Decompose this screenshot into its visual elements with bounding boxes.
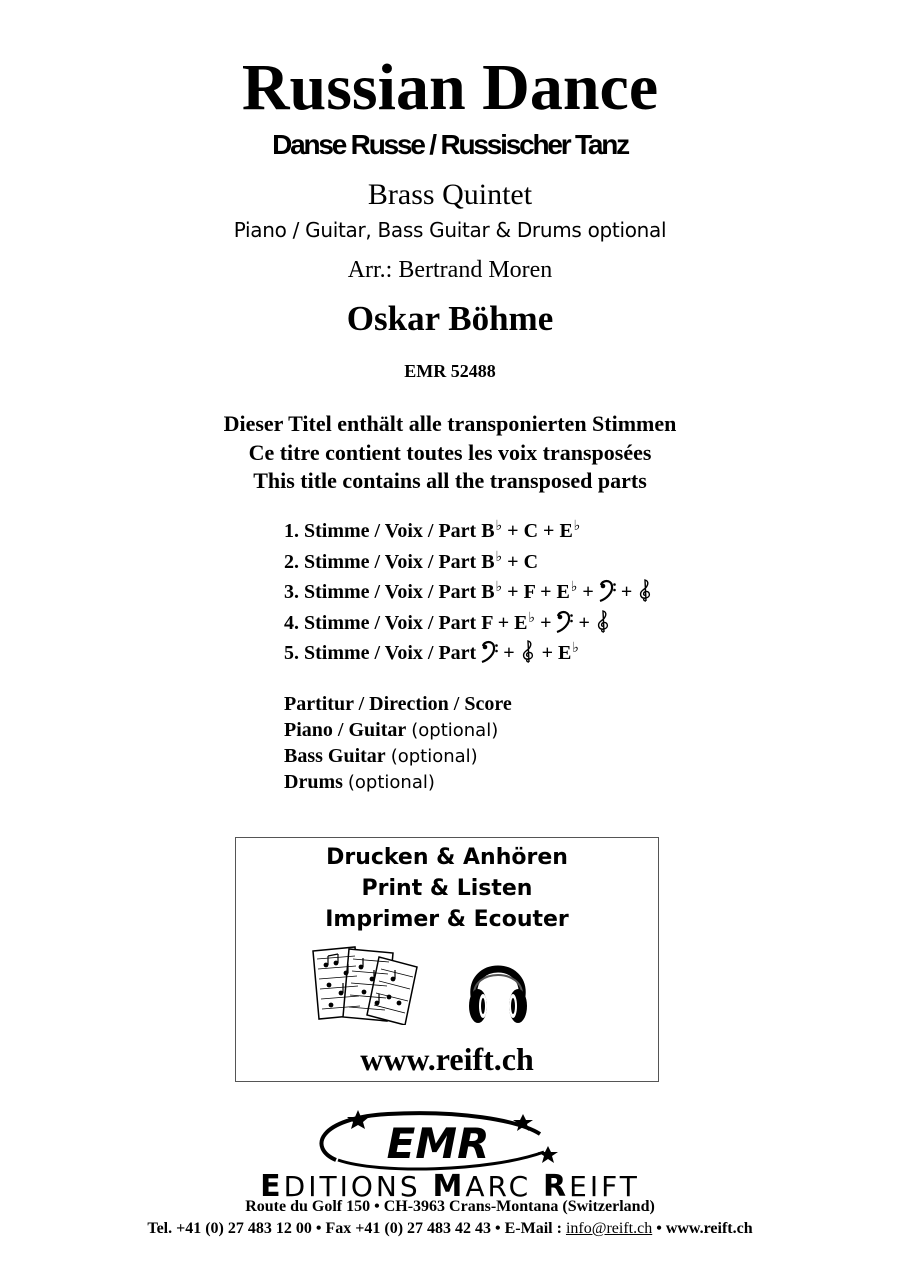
flat-sign: ♭ bbox=[495, 580, 503, 595]
plus-sign: + bbox=[541, 642, 554, 664]
part-line bbox=[284, 512, 654, 543]
instrumentation: Brass Quintet bbox=[367, 178, 533, 211]
optional-instruments: Piano / Guitar, Bass Guitar & Drums optional bbox=[233, 218, 667, 242]
flat-sign: ♭ bbox=[528, 610, 536, 626]
subtitle: Danse Russe / Russischer Tanz bbox=[272, 129, 628, 160]
part-key: C bbox=[523, 550, 539, 573]
treble-clef-icon bbox=[637, 579, 654, 603]
extra-drums bbox=[284, 769, 512, 795]
part-key bbox=[556, 581, 577, 603]
transposed-notice-fr: Ce titre contient toutes les voix transposées bbox=[248, 439, 652, 465]
transposed-notice bbox=[0, 410, 900, 496]
plus-sign: + bbox=[540, 611, 552, 634]
part-label: 5. Stimme / Voix / Part bbox=[284, 642, 477, 664]
part-key: F bbox=[523, 581, 536, 603]
key-letter: B bbox=[481, 520, 495, 542]
plus-sign: + bbox=[497, 611, 510, 634]
extra-score bbox=[284, 691, 512, 717]
transposed-notice-en: This title contains all the transposed parts bbox=[253, 468, 647, 493]
key-letter: E bbox=[556, 581, 570, 603]
part-line bbox=[284, 604, 654, 635]
print-box-url[interactable]: www.reift.ch bbox=[360, 1041, 534, 1077]
key-letter: B bbox=[481, 550, 495, 573]
extra-name: Piano / Guitar bbox=[284, 719, 407, 741]
plus-sign: + bbox=[620, 581, 633, 603]
email-link[interactable]: info@reift.ch bbox=[565, 1220, 653, 1237]
treble-clef-icon bbox=[595, 610, 612, 634]
sheet-music-icon bbox=[309, 945, 419, 1025]
extra-note: (optional) bbox=[411, 720, 499, 741]
plus-sign: + bbox=[507, 550, 519, 573]
key-letter: B bbox=[481, 581, 495, 603]
publisher-name-part: DITIONS bbox=[283, 1170, 433, 1203]
publisher-contact bbox=[0, 1219, 900, 1239]
part-key bbox=[514, 612, 535, 634]
part-label: 2. Stimme / Voix / Part bbox=[284, 550, 477, 573]
flat-sign: ♭ bbox=[495, 519, 503, 534]
transposed-notice-de: Dieser Titel enthält alle transponierten Stimmen bbox=[223, 411, 677, 436]
headphones-icon bbox=[466, 950, 530, 1026]
part-label: 1. Stimme / Voix / Part bbox=[284, 520, 477, 542]
treble-clef-icon bbox=[520, 640, 537, 664]
plus-sign: + bbox=[578, 611, 590, 634]
extra-piano-guitar bbox=[284, 717, 512, 743]
emr-logo-text: EMR bbox=[386, 1119, 490, 1168]
title: Russian Dance bbox=[241, 51, 659, 124]
part-line bbox=[284, 573, 654, 604]
flat-sign: ♭ bbox=[573, 519, 581, 534]
part-key bbox=[481, 551, 502, 573]
extra-bass-guitar bbox=[284, 743, 512, 769]
part-key: C bbox=[523, 520, 539, 542]
publisher-name-part: R bbox=[543, 1169, 570, 1204]
extra-name: Bass Guitar bbox=[284, 745, 386, 767]
part-key bbox=[559, 520, 580, 542]
print-box-line-en: Print & Listen bbox=[361, 876, 533, 901]
bass-clef-icon bbox=[481, 640, 498, 664]
plus-sign: + bbox=[507, 581, 519, 603]
plus-sign: + bbox=[540, 581, 552, 603]
extra-name: Partitur / Direction / Score bbox=[284, 693, 512, 715]
plus-sign: + bbox=[507, 520, 519, 542]
flat-sign: ♭ bbox=[572, 641, 579, 656]
bass-clef-icon bbox=[556, 610, 573, 634]
extra-note: (optional) bbox=[390, 746, 478, 767]
plus-sign: + bbox=[543, 520, 555, 542]
part-label: 3. Stimme / Voix / Part bbox=[284, 581, 477, 603]
composer: Oskar Böhme bbox=[346, 299, 554, 338]
flat-sign: ♭ bbox=[570, 580, 578, 595]
extras-list bbox=[284, 691, 512, 795]
print-box-line-de: Drucken & Anhören bbox=[326, 845, 568, 870]
key-letter: E bbox=[514, 611, 528, 634]
plus-sign: + bbox=[503, 642, 515, 664]
contact-website[interactable]: • www.reift.ch bbox=[652, 1220, 753, 1237]
part-key bbox=[558, 642, 579, 664]
publisher-name-part: E bbox=[260, 1169, 284, 1204]
contact-phone-fax: Tel. +41 (0) 27 483 12 00 • Fax +41 (0) 27 483 42 43 • E-Mail : bbox=[147, 1220, 566, 1237]
part-key bbox=[481, 520, 502, 542]
key-letter: E bbox=[559, 520, 573, 542]
plus-sign: + bbox=[582, 581, 594, 603]
parts-list bbox=[284, 512, 654, 665]
part-line bbox=[284, 543, 654, 574]
arranger: Arr.: Bertrand Moren bbox=[347, 257, 553, 283]
emr-logo bbox=[308, 1108, 568, 1174]
part-label: 4. Stimme / Voix / Part bbox=[284, 611, 477, 634]
publisher-name-part: EIFT bbox=[569, 1170, 640, 1203]
print-listen-box[interactable] bbox=[235, 837, 659, 1082]
publisher-name-part: ARC bbox=[465, 1170, 544, 1203]
extra-name: Drums bbox=[284, 771, 343, 793]
flat-sign: ♭ bbox=[495, 549, 503, 565]
part-key: F bbox=[481, 611, 493, 634]
part-key bbox=[481, 581, 502, 603]
publisher-name-part: M bbox=[432, 1169, 466, 1204]
print-box-line-fr: Imprimer & Ecouter bbox=[325, 907, 569, 932]
publisher-address: Route du Golf 150 • CH-3963 Crans-Montana (Switzerland) bbox=[245, 1198, 655, 1215]
key-letter: E bbox=[558, 642, 572, 664]
catalog-number: EMR 52488 bbox=[404, 361, 496, 381]
extra-note: (optional) bbox=[347, 772, 435, 793]
bass-clef-icon bbox=[599, 579, 616, 603]
part-line bbox=[284, 634, 654, 665]
